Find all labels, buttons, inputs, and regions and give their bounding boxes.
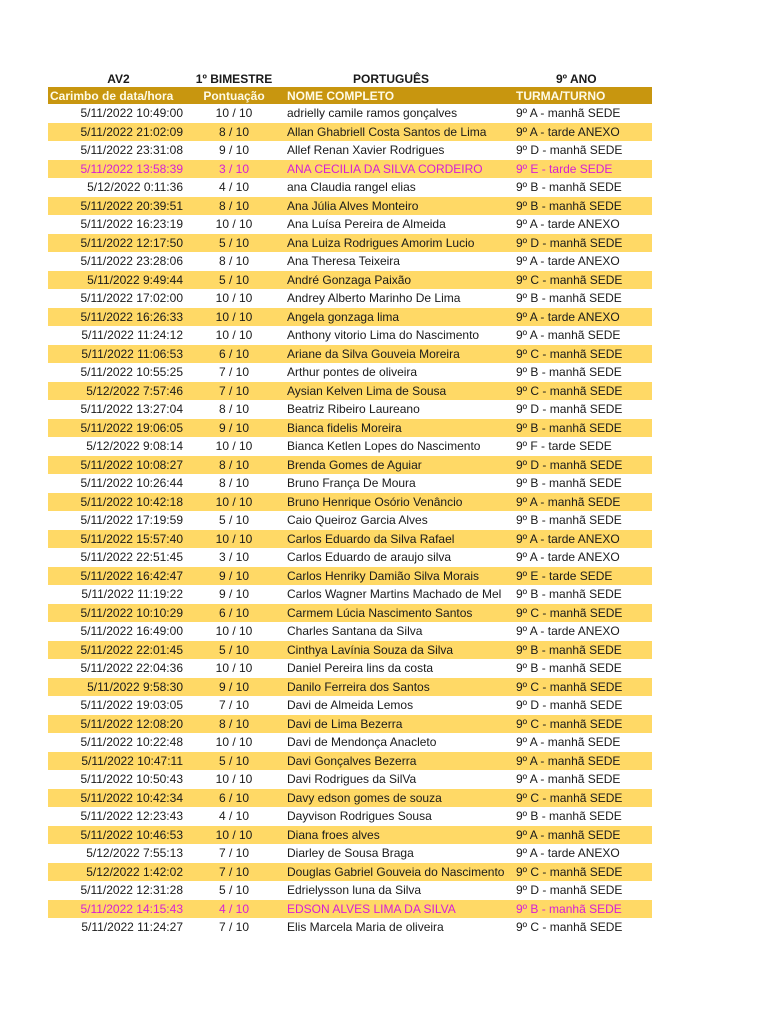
cell-class: 9º A - manhã SEDE bbox=[516, 494, 621, 509]
cell-class: 9º A - tarde ANEXO bbox=[516, 624, 620, 639]
cell-score: 6 / 10 bbox=[218, 346, 250, 361]
cell-date: 5/11/2022 11:24:27 bbox=[81, 920, 183, 935]
title-subject: PORTUGUÊS bbox=[353, 71, 430, 86]
cell-name: Davi de Mendonça Anacleto bbox=[287, 735, 437, 750]
cell-score: 9 / 10 bbox=[218, 143, 250, 158]
table-row bbox=[48, 826, 652, 845]
cell-name: Arthur pontes de oliveira bbox=[287, 365, 418, 380]
cell-class: 9º B - manhã SEDE bbox=[516, 642, 622, 657]
cell-class: 9º C - manhã SEDE bbox=[516, 605, 623, 620]
cell-date: 5/11/2022 10:49:00 bbox=[80, 106, 183, 121]
title-grade: 9º ANO bbox=[556, 71, 597, 86]
cell-name: Cinthya Lavínia Souza da Silva bbox=[287, 642, 454, 657]
cell-name: Aysian Kelven Lima de Sousa bbox=[287, 383, 447, 398]
cell-date: 5/11/2022 9:49:44 bbox=[87, 272, 183, 287]
column-header-name: NOME COMPLETO bbox=[287, 88, 395, 103]
cell-name: Ana Luísa Pereira de Almeida bbox=[287, 217, 446, 232]
cell-name: Douglas Gabriel Gouveia do Nascimento bbox=[287, 864, 505, 879]
cell-class: 9º C - manhã SEDE bbox=[516, 864, 623, 879]
cell-name: Bruno França De Moura bbox=[287, 476, 416, 491]
spreadsheet bbox=[48, 70, 652, 937]
table-row bbox=[48, 308, 652, 327]
cell-name: Carlos Wagner Martins Machado de Mel bbox=[287, 587, 502, 602]
table-row bbox=[48, 289, 652, 308]
cell-name: Ariane da Silva Gouveia Moreira bbox=[287, 346, 460, 361]
table-row bbox=[48, 326, 652, 345]
cell-name: Davi de Almeida Lemos bbox=[287, 698, 414, 713]
cell-score: 10 / 10 bbox=[215, 494, 253, 509]
cell-name: Daniel Pereira lins da costa bbox=[287, 661, 434, 676]
cell-class: 9º A - tarde ANEXO bbox=[516, 846, 620, 861]
cell-date: 5/11/2022 11:19:22 bbox=[81, 587, 183, 602]
cell-class: 9º B - manhã SEDE bbox=[516, 476, 622, 491]
table-row bbox=[48, 178, 652, 197]
table-row bbox=[48, 437, 652, 456]
cell-name: Brenda Gomes de Aguiar bbox=[287, 457, 422, 472]
cell-date: 5/11/2022 12:08:20 bbox=[80, 716, 183, 731]
cell-score: 9 / 10 bbox=[218, 420, 250, 435]
table-row bbox=[48, 363, 652, 382]
table-row bbox=[48, 419, 652, 438]
cell-score: 4 / 10 bbox=[218, 901, 250, 916]
cell-score: 10 / 10 bbox=[215, 531, 253, 546]
cell-class: 9º A - manhã SEDE bbox=[516, 772, 621, 787]
cell-date: 5/11/2022 16:42:47 bbox=[80, 568, 183, 583]
cell-score: 5 / 10 bbox=[218, 513, 250, 528]
cell-class: 9º C - manhã SEDE bbox=[516, 679, 623, 694]
table-row bbox=[48, 678, 652, 697]
cell-date: 5/11/2022 12:17:50 bbox=[80, 235, 183, 250]
cell-score: 4 / 10 bbox=[218, 180, 250, 195]
cell-date: 5/11/2022 20:39:51 bbox=[80, 198, 183, 213]
table-row bbox=[48, 900, 652, 919]
cell-score: 4 / 10 bbox=[218, 809, 250, 824]
cell-date: 5/11/2022 21:02:09 bbox=[80, 124, 183, 139]
cell-class: 9º B - manhã SEDE bbox=[516, 198, 622, 213]
cell-class: 9º C - manhã SEDE bbox=[516, 346, 623, 361]
table-row bbox=[48, 530, 652, 549]
table-row bbox=[48, 234, 652, 253]
cell-score: 8 / 10 bbox=[218, 402, 250, 417]
cell-score: 10 / 10 bbox=[215, 328, 253, 343]
cell-name: André Gonzaga Paixão bbox=[287, 272, 412, 287]
cell-date: 5/12/2022 0:11:36 bbox=[87, 180, 183, 195]
cell-class: 9º A - tarde ANEXO bbox=[516, 550, 620, 565]
cell-name: Diarley de Sousa Braga bbox=[287, 846, 414, 861]
table-row bbox=[48, 696, 652, 715]
cell-class: 9º C - manhã SEDE bbox=[516, 272, 623, 287]
cell-date: 5/11/2022 10:50:43 bbox=[80, 772, 183, 787]
cell-class: 9º C - manhã SEDE bbox=[516, 716, 623, 731]
cell-date: 5/12/2022 9:08:14 bbox=[86, 439, 183, 454]
cell-class: 9º A - manhã SEDE bbox=[516, 735, 621, 750]
cell-score: 10 / 10 bbox=[215, 217, 253, 232]
cell-score: 7 / 10 bbox=[218, 383, 250, 398]
cell-class: 9º A - manhã SEDE bbox=[516, 753, 621, 768]
table-row bbox=[48, 382, 652, 401]
cell-score: 7 / 10 bbox=[218, 846, 250, 861]
cell-date: 5/11/2022 10:55:25 bbox=[80, 365, 183, 380]
table-row bbox=[48, 844, 652, 863]
table-row bbox=[48, 271, 652, 290]
cell-date: 5/11/2022 10:42:18 bbox=[80, 494, 183, 509]
cell-date: 5/11/2022 11:06:53 bbox=[81, 346, 183, 361]
cell-class: 9º A - tarde ANEXO bbox=[516, 309, 620, 324]
cell-score: 7 / 10 bbox=[218, 365, 250, 380]
cell-score: 9 / 10 bbox=[218, 679, 250, 694]
cell-name: Beatriz Ribeiro Laureano bbox=[287, 402, 420, 417]
cell-score: 8 / 10 bbox=[218, 457, 250, 472]
cell-date: 5/11/2022 19:06:05 bbox=[80, 420, 183, 435]
cell-date: 5/11/2022 11:24:12 bbox=[81, 328, 183, 343]
cell-name: Elis Marcela Maria de oliveira bbox=[287, 920, 444, 935]
cell-date: 5/11/2022 12:31:28 bbox=[80, 883, 183, 898]
table-row bbox=[48, 641, 652, 660]
table-row bbox=[48, 123, 652, 142]
cell-name: Davi Gonçalves Bezerra bbox=[287, 753, 417, 768]
cell-class: 9º E - tarde SEDE bbox=[516, 161, 613, 176]
table-row bbox=[48, 197, 652, 216]
table-row bbox=[48, 252, 652, 271]
cell-date: 5/11/2022 16:23:19 bbox=[80, 217, 183, 232]
table-row bbox=[48, 160, 652, 179]
cell-name: Davi Rodrigues da SilVa bbox=[287, 772, 417, 787]
cell-score: 10 / 10 bbox=[215, 735, 253, 750]
cell-date: 5/11/2022 10:47:11 bbox=[81, 753, 183, 768]
cell-score: 8 / 10 bbox=[218, 198, 250, 213]
cell-name: Carmem Lúcia Nascimento Santos bbox=[287, 605, 473, 620]
cell-class: 9º B - manhã SEDE bbox=[516, 291, 622, 306]
cell-date: 5/11/2022 10:26:44 bbox=[80, 476, 183, 491]
cell-date: 5/12/2022 1:42:02 bbox=[86, 864, 183, 879]
cell-score: 10 / 10 bbox=[215, 309, 253, 324]
cell-score: 3 / 10 bbox=[218, 161, 250, 176]
column-header-row bbox=[48, 87, 652, 104]
cell-score: 10 / 10 bbox=[215, 661, 253, 676]
column-header-date: Carimbo de data/hora bbox=[50, 88, 174, 103]
cell-score: 6 / 10 bbox=[218, 605, 250, 620]
table-row bbox=[48, 659, 652, 678]
cell-name: Dayvison Rodrigues Sousa bbox=[287, 809, 432, 824]
cell-name: ANA CECILIA DA SILVA CORDEIRO bbox=[287, 161, 483, 176]
cell-score: 10 / 10 bbox=[215, 291, 253, 306]
table-row bbox=[48, 567, 652, 586]
cell-score: 3 / 10 bbox=[218, 550, 250, 565]
cell-name: Ana Júlia Alves Monteiro bbox=[287, 198, 419, 213]
title-av: AV2 bbox=[107, 71, 130, 86]
cell-class: 9º D - manhã SEDE bbox=[516, 457, 623, 472]
table-row bbox=[48, 715, 652, 734]
cell-name: EDSON ALVES LIMA DA SILVA bbox=[287, 901, 456, 916]
cell-date: 5/11/2022 22:51:45 bbox=[80, 550, 183, 565]
cell-date: 5/11/2022 10:22:48 bbox=[80, 735, 183, 750]
cell-date: 5/11/2022 15:57:40 bbox=[80, 531, 183, 546]
cell-score: 10 / 10 bbox=[215, 827, 253, 842]
cell-name: Carlos Eduardo da Silva Rafael bbox=[287, 531, 455, 546]
cell-name: Ana Luiza Rodrigues Amorim Lucio bbox=[287, 235, 475, 250]
cell-date: 5/11/2022 13:58:39 bbox=[80, 161, 183, 176]
cell-class: 9º B - manhã SEDE bbox=[516, 365, 622, 380]
cell-name: Bianca Ketlen Lopes do Nascimento bbox=[287, 439, 481, 454]
cell-score: 7 / 10 bbox=[218, 920, 250, 935]
table-row bbox=[48, 807, 652, 826]
cell-score: 10 / 10 bbox=[215, 106, 253, 121]
cell-name: Edrielysson luna da Silva bbox=[287, 883, 422, 898]
table-row bbox=[48, 918, 652, 937]
cell-class: 9º A - tarde ANEXO bbox=[516, 254, 620, 269]
cell-class: 9º B - manhã SEDE bbox=[516, 513, 622, 528]
cell-name: Carlos Henriky Damião Silva Morais bbox=[287, 568, 480, 583]
table-row bbox=[48, 585, 652, 604]
cell-class: 9º B - manhã SEDE bbox=[516, 901, 622, 916]
table-row bbox=[48, 863, 652, 882]
cell-class: 9º D - manhã SEDE bbox=[516, 143, 623, 158]
cell-date: 5/11/2022 10:42:34 bbox=[80, 790, 183, 805]
cell-score: 8 / 10 bbox=[218, 476, 250, 491]
cell-date: 5/11/2022 10:46:53 bbox=[80, 827, 183, 842]
table-row bbox=[48, 881, 652, 900]
cell-name: Davi de Lima Bezerra bbox=[287, 716, 403, 731]
table-row bbox=[48, 622, 652, 641]
cell-class: 9º C - manhã SEDE bbox=[516, 920, 623, 935]
table-row bbox=[48, 770, 652, 789]
cell-score: 9 / 10 bbox=[218, 568, 250, 583]
cell-class: 9º B - manhã SEDE bbox=[516, 180, 622, 195]
cell-name: Caio Queiroz Garcia Alves bbox=[287, 513, 428, 528]
table-row bbox=[48, 215, 652, 234]
cell-date: 5/11/2022 16:26:33 bbox=[80, 309, 183, 324]
column-header-score: Pontuação bbox=[203, 88, 265, 103]
cell-name: Allef Renan Xavier Rodrigues bbox=[287, 143, 445, 158]
cell-date: 5/11/2022 23:31:08 bbox=[80, 143, 183, 158]
title-bimestre: 1º BIMESTRE bbox=[195, 71, 273, 86]
cell-date: 5/12/2022 7:55:13 bbox=[86, 846, 183, 861]
cell-date: 5/11/2022 9:58:30 bbox=[87, 679, 183, 694]
cell-class: 9º A - manhã SEDE bbox=[516, 328, 621, 343]
cell-class: 9º C - manhã SEDE bbox=[516, 790, 623, 805]
cell-name: Davy edson gomes de souza bbox=[287, 790, 442, 805]
cell-score: 5 / 10 bbox=[218, 753, 250, 768]
table-row bbox=[48, 104, 652, 123]
table-row bbox=[48, 752, 652, 771]
cell-name: Danilo Ferreira dos Santos bbox=[287, 679, 430, 694]
cell-class: 9º B - manhã SEDE bbox=[516, 420, 622, 435]
cell-date: 5/11/2022 13:27:04 bbox=[80, 402, 183, 417]
cell-name: Angela gonzaga lima bbox=[287, 309, 400, 324]
table-row bbox=[48, 733, 652, 752]
cell-class: 9º A - tarde ANEXO bbox=[516, 217, 620, 232]
cell-date: 5/11/2022 23:28:06 bbox=[80, 254, 183, 269]
table-row bbox=[48, 493, 652, 512]
cell-name: Diana froes alves bbox=[287, 827, 380, 842]
cell-score: 5 / 10 bbox=[218, 235, 250, 250]
cell-score: 5 / 10 bbox=[218, 642, 250, 657]
cell-date: 5/11/2022 17:02:00 bbox=[80, 291, 183, 306]
table-body bbox=[48, 104, 652, 937]
cell-class: 9º D - manhã SEDE bbox=[516, 698, 623, 713]
table-row bbox=[48, 789, 652, 808]
cell-class: 9º A - tarde ANEXO bbox=[516, 531, 620, 546]
table-row bbox=[48, 345, 652, 364]
cell-class: 9º D - manhã SEDE bbox=[516, 235, 623, 250]
cell-class: 9º C - manhã SEDE bbox=[516, 383, 623, 398]
cell-class: 9º B - manhã SEDE bbox=[516, 587, 622, 602]
cell-class: 9º D - manhã SEDE bbox=[516, 883, 623, 898]
title-row bbox=[48, 70, 652, 87]
cell-name: Anthony vitorio Lima do Nascimento bbox=[287, 328, 480, 343]
cell-class: 9º D - manhã SEDE bbox=[516, 402, 623, 417]
table-row bbox=[48, 511, 652, 530]
cell-name: Bruno Henrique Osório Venâncio bbox=[287, 494, 463, 509]
cell-date: 5/11/2022 22:04:36 bbox=[80, 661, 183, 676]
table-row bbox=[48, 400, 652, 419]
cell-class: 9º A - manhã SEDE bbox=[516, 106, 621, 121]
cell-score: 7 / 10 bbox=[218, 864, 250, 879]
cell-date: 5/11/2022 19:03:05 bbox=[80, 698, 183, 713]
cell-score: 6 / 10 bbox=[218, 790, 250, 805]
table-row bbox=[48, 604, 652, 623]
cell-score: 5 / 10 bbox=[218, 272, 250, 287]
cell-date: 5/11/2022 14:15:43 bbox=[80, 901, 183, 916]
cell-date: 5/11/2022 16:49:00 bbox=[80, 624, 183, 639]
cell-score: 10 / 10 bbox=[215, 772, 253, 787]
cell-score: 8 / 10 bbox=[218, 254, 250, 269]
cell-date: 5/11/2022 17:19:59 bbox=[80, 513, 183, 528]
cell-class: 9º E - tarde SEDE bbox=[516, 568, 613, 583]
column-header-class: TURMA/TURNO bbox=[516, 88, 606, 103]
cell-name: adrielly camile ramos gonçalves bbox=[287, 106, 458, 121]
table-row bbox=[48, 141, 652, 160]
cell-class: 9º F - tarde SEDE bbox=[516, 439, 612, 454]
cell-date: 5/11/2022 10:08:27 bbox=[80, 457, 183, 472]
cell-name: Ana Theresa Teixeira bbox=[287, 254, 400, 269]
cell-name: ana Claudia rangel elias bbox=[287, 180, 416, 195]
cell-name: Carlos Eduardo de araujo silva bbox=[287, 550, 452, 565]
cell-score: 5 / 10 bbox=[218, 883, 250, 898]
cell-score: 10 / 10 bbox=[215, 624, 253, 639]
cell-date: 5/11/2022 10:10:29 bbox=[80, 605, 183, 620]
cell-class: 9º A - tarde ANEXO bbox=[516, 124, 620, 139]
cell-name: Bianca fidelis Moreira bbox=[287, 420, 402, 435]
cell-date: 5/12/2022 7:57:46 bbox=[86, 383, 183, 398]
cell-class: 9º A - manhã SEDE bbox=[516, 827, 621, 842]
cell-date: 5/11/2022 12:23:43 bbox=[80, 809, 183, 824]
cell-score: 9 / 10 bbox=[218, 587, 250, 602]
cell-class: 9º B - manhã SEDE bbox=[516, 809, 622, 824]
table-row bbox=[48, 548, 652, 567]
table-row bbox=[48, 474, 652, 493]
cell-score: 7 / 10 bbox=[218, 698, 250, 713]
table-row bbox=[48, 456, 652, 475]
cell-score: 8 / 10 bbox=[218, 716, 250, 731]
cell-name: Allan Ghabriell Costa Santos de Lima bbox=[287, 124, 487, 139]
cell-score: 8 / 10 bbox=[218, 124, 250, 139]
cell-score: 10 / 10 bbox=[215, 439, 253, 454]
cell-class: 9º B - manhã SEDE bbox=[516, 661, 622, 676]
cell-name: Andrey Alberto Marinho De Lima bbox=[287, 291, 461, 306]
cell-date: 5/11/2022 22:01:45 bbox=[80, 642, 183, 657]
cell-name: Charles Santana da Silva bbox=[287, 624, 423, 639]
